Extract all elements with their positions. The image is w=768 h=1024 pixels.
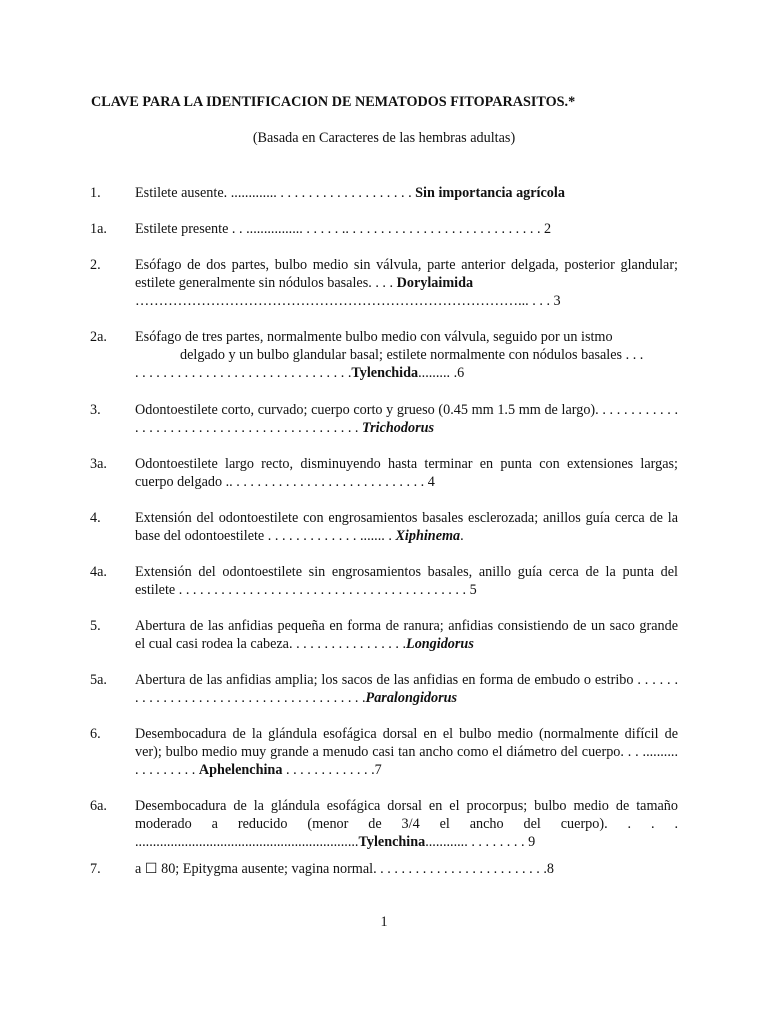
entry-text: Abertura de las anfidias pequeña en forma de ranura; anfidias consistiendo de un saco grande el cual casi rodea la cabeza. . . . . . . . . . . . . . . . .Longidorus <box>135 618 678 652</box>
document-subtitle: (Basada en Caracteres de las hembras adultas) <box>252 130 516 146</box>
entry-number: 6. <box>90 726 101 742</box>
entry-text: Odontoestilete largo recto, disminuyendo hasta terminar en punta con extensiones largas; cuerpo delgado .. . . . . . . . . . . . . . . . . . . . . . . . . . . . 4 <box>135 456 678 490</box>
entry-number: 6a. <box>90 798 107 814</box>
document-title: CLAVE PARA LA IDENTIFICACION DE NEMATODOS FITOPARASITOS.* <box>91 94 576 110</box>
entry-text: Desembocadura de la glándula esofágica dorsal en el bulbo medio (normalmente difícil de ver); bulbo medio muy grande a menudo casi tan ancho como el diámetro del cuerpo. . . .......... . . . . . . . . . Aphelenchina . . . . . . . . . . . . .7 <box>135 726 678 778</box>
entry-text: Extensión del odontoestilete con engrosamientos basales esclerozada; anillos guía cerca de la base del odontoestilete . . . . . . . . . . . . . ....... . Xiphinema. <box>135 510 678 544</box>
taxon-name: Tylenchina <box>358 834 426 850</box>
entry-number: 1a. <box>90 221 107 237</box>
entry-text: Odontoestilete corto, curvado; cuerpo corto y grueso (0.45 mm 1.5 mm de largo). . . . . . . . . . . . . . . . . . . . . . . . . . . . . . . . . . . . . . . . . . . . Trichodorus <box>135 402 678 436</box>
entry-number: 3. <box>90 402 101 418</box>
entry-text: Estilete presente . . ................ . . . . . .. . . . . . . . . . . . . . . . . . . . . . . . . . . . 2 <box>135 221 552 237</box>
entry-number: 2a. <box>90 329 107 345</box>
entry-number: 7. <box>90 861 101 877</box>
entry-number: 1. <box>90 185 101 201</box>
taxon-name: Longidorus <box>406 636 474 652</box>
entry-number: 3a. <box>90 456 107 472</box>
taxon-name: Trichodorus <box>362 420 435 436</box>
taxon-name: Sin importancia agrícola <box>415 185 565 201</box>
taxon-name: Aphelenchina <box>198 762 283 778</box>
page-number: 1 <box>380 914 388 930</box>
entry-text: Extensión del odontoestilete sin engrosamientos basales, anillo guía cerca de la punta del estilete . . . . . . . . . . . . . . . . . . . . . . . . . . . . . . . . . . . . . . . . . 5 <box>135 564 678 598</box>
entry-text: Esófago de tres partes, normalmente bulbo medio con válvula, seguido por un istmo delgado y un bulbo glandular basal; estilete normalmente con nódulos basales . . . . . . . . . . . . . . . . . . . . . . . . . . . . . . . . . .Tylenchida......... .6 <box>135 329 644 381</box>
entry-number: 4. <box>90 510 101 526</box>
entry-text: Estilete ausente. ............. . . . . . . . . . . . . . . . . . . . Sin importancia agrícola <box>135 185 565 201</box>
entry-number: 2. <box>90 257 101 273</box>
entry-number: 4a. <box>90 564 107 580</box>
taxon-name: Dorylaimida <box>396 275 474 291</box>
taxon-name: Paralongidorus <box>365 690 458 706</box>
entry-text: Esófago de dos partes, bulbo medio sin válvula, parte anterior delgada, posterior glandular; estilete generalmente sin nódulos basales. . . . Dorylaimida ………………………………………………………………………... . . . 3 <box>135 257 678 309</box>
entry-number: 5. <box>90 618 101 634</box>
entry-text: a ☐ 80; Epitygma ausente; vagina normal. . . . . . . . . . . . . . . . . . . . . . . . .8 <box>135 861 554 877</box>
taxon-name: Xiphinema <box>395 528 461 544</box>
taxon-name: Tylenchida <box>351 365 419 381</box>
entry-number: 5a. <box>90 672 107 688</box>
entry-text: Desembocadura de la glándula esofágica dorsal en el procorpus; bulbo medio de tamaño moderado a reducido (menor de 3/4 el ancho del cuerpo). . . . ...............................................................Tylenchina............ . . . . . . . . 9 <box>135 798 678 850</box>
entry-text: Abertura de las anfidias amplia; los sacos de las anfidias en forma de embudo o estribo . . . . . . . . . . . . . . . . . . . . . . . . . . . . . . . . . . . . . . .Paralongidorus <box>135 672 678 706</box>
